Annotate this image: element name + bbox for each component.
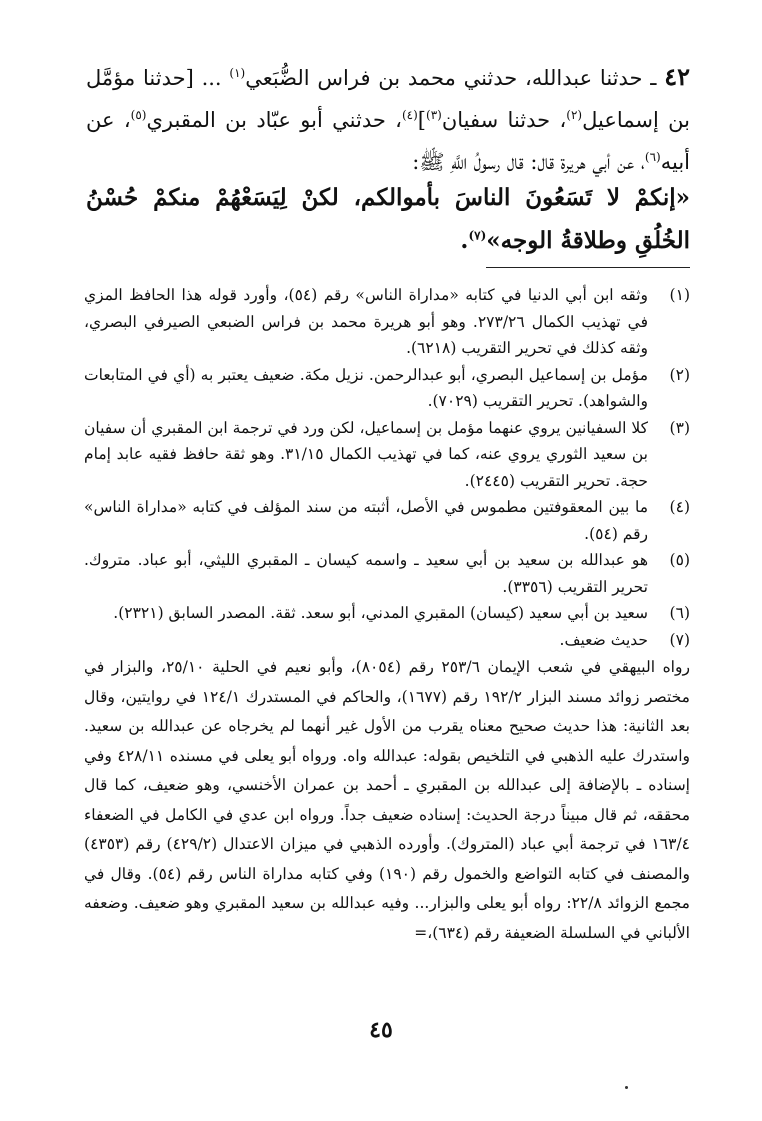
isnad-text: ، عن أبي هريرة قال: قال رسولُ اللَّهِ ﷺ: (412, 150, 645, 174)
footnote-text: ما بين المعقوفتين مطموس في الأصل، أثبته من سند المؤلف في كتابه «مداراة الناس» رقم (٥٤). (84, 498, 648, 543)
footnote-number: (٢) (669, 365, 690, 384)
footnote-text: كلا السفيانين يروي عنهما مؤمل بن إسماعيل، لكن ورد في ترجمة ابن المقبري أن سفيان بن سعيد الثوري يروي عنه، كما في تهذيب الكمال ٣١/١٥. وهو ثقة حافظ فقيه عابد إمام حجة. تحرير التقريب (٢٤٤٥). (84, 418, 648, 490)
footnote-ref[interactable]: (٥) (130, 108, 147, 122)
footnote-item (84, 362, 690, 415)
footnote-number: (٧) (669, 630, 690, 649)
footnote-number: (٦) (669, 604, 690, 622)
hadith-end: . (460, 227, 469, 254)
footnote-item (84, 415, 690, 495)
isnad-paragraph (86, 56, 690, 183)
isnad-text: ـ حدثنا عبدالله، حدثني محمد بن فراس الضُّبَعي (245, 66, 657, 90)
footnote-number: (٣) (669, 418, 690, 437)
hadith-matn: «إنكمْ لا تَسَعُونَ الناسَ بأموالكم، لكنْ لِيَسَعْهُمْ منكمْ حُسْنُ الخُلُقِ وطلاقةُ الوجه» (86, 184, 690, 254)
footnote-ref[interactable]: (٧) (468, 228, 487, 243)
footnote-number: (٤) (669, 498, 690, 516)
isnad-text: ، حدثني أبو عبّاد بن المقبري (146, 108, 402, 132)
hadith-number: ٤٢ (664, 62, 690, 91)
page-number: ٤٥ (369, 1017, 393, 1043)
footnote-ref[interactable]: (٦) (644, 150, 661, 164)
footnote-text: حديث ضعيف. (559, 630, 648, 649)
footnote-number: (٥) (669, 551, 690, 569)
footnote-number: (١) (669, 286, 690, 304)
footnote-takhrij: رواه البيهقي في شعب الإيمان ٢٥٣/٦ رقم (٨٠٥٤)، وأبو نعيم في الحلية ٢٥/١٠، والبزار في مختصر زوائد مسند البزار ١٩٢/٢ رقم (١٦٧٧)، والحاكم في المستدرك ١٢٤/١ في روايتين، وقال بعد الثانية: هذا حديث صحيح معناه يقرب من الأول غير أنهما لم يخرجاه عن عبدالله بن سعيد. واستدرك عليه الذهبي في التلخيص بقوله: عبدالله واه. ورواه أبو يعلى في مسنده ٤٢٨/١١ وفي إسناده ـ بالإضافة إلى عبدالله بن المقبري ـ أحمد بن عمران الأخنسي، وهو ضعيف، كما قال محققه، ثم قال مبيناً درجة الحديث: إسناده ضعيف جداً. ورواه ابن عدي في الكامل في الضعفاء ١٦٣/٤ في ترجمة أبي عباد (المتروك). وأورده الذهبي في ميزان الاعتدال (٤٢٩/٢) رقم (٤٣٥٣) والمصنف في كتابه التواضع والخمول رقم (١٩٠) وفي كتابه مداراة الناس رقم (٥٤). وقال في مجمع الزوائد ٢٢/٨: رواه أبو يعلى والبزار... وفيه عبدالله بن سعيد المقبري وهو ضعيف. وضعفه الألباني في السلسلة الضعيفة رقم (٦٣٤)،= (84, 658, 691, 942)
footnote-item (84, 627, 690, 654)
footnote-ref[interactable]: (٣) (426, 108, 442, 122)
isnad-text: ، عن أبيه (86, 108, 690, 174)
hadith-chain (86, 56, 690, 183)
footnote-text: سعيد بن أبي سعيد (كيسان) المقبري المدني، أبو سعد. ثقة. المصدر السابق (٢٣٢١). (113, 604, 648, 622)
footnote-item (84, 547, 690, 600)
footnote-ref[interactable]: (٤) (401, 108, 418, 122)
isnad-text: ... [حدثنا مؤمَّل بن إسماعيل (86, 66, 690, 132)
page-dot (625, 1086, 628, 1089)
footnote-text: هو عبدالله بن سعيد بن أبي سعيد ـ واسمه كيسان ـ المقبري الليثي، أبو عباد. متروك. تحرير التقريب (٣٣٥٦). (84, 551, 648, 596)
footnote-divider (486, 267, 690, 268)
footnote-text: مؤمل بن إسماعيل البصري، أبو عبدالرحمن. نزيل مكة. ضعيف يعتبر به (أي في المتابعات والشواهد). تحرير التقريب (٧٠٢٩). (84, 365, 648, 410)
footnote-item (84, 282, 690, 362)
footnote-ref[interactable]: (٢) (566, 108, 583, 122)
footnotes (84, 282, 690, 948)
hadith-text (86, 176, 690, 262)
footnote-ref[interactable]: (١) (229, 66, 246, 80)
footnote-text: وثقه ابن أبي الدنيا في كتابه «مداراة الناس» رقم (٥٤)، وأورد قوله هذا الحافظ المزي في تهذيب الكمال ٢٧٣/٢٦. وهو أبو هريرة محمد بن فراس الضبعي الصيرفي البصري، وثقه كذلك في تحرير التقريب (٦٢١٨). (84, 286, 649, 357)
isnad-text: ، حدثنا سفيان (441, 108, 567, 132)
footnote-item (84, 494, 690, 547)
footnote-item (84, 600, 690, 627)
isnad-text: ] (417, 108, 426, 132)
